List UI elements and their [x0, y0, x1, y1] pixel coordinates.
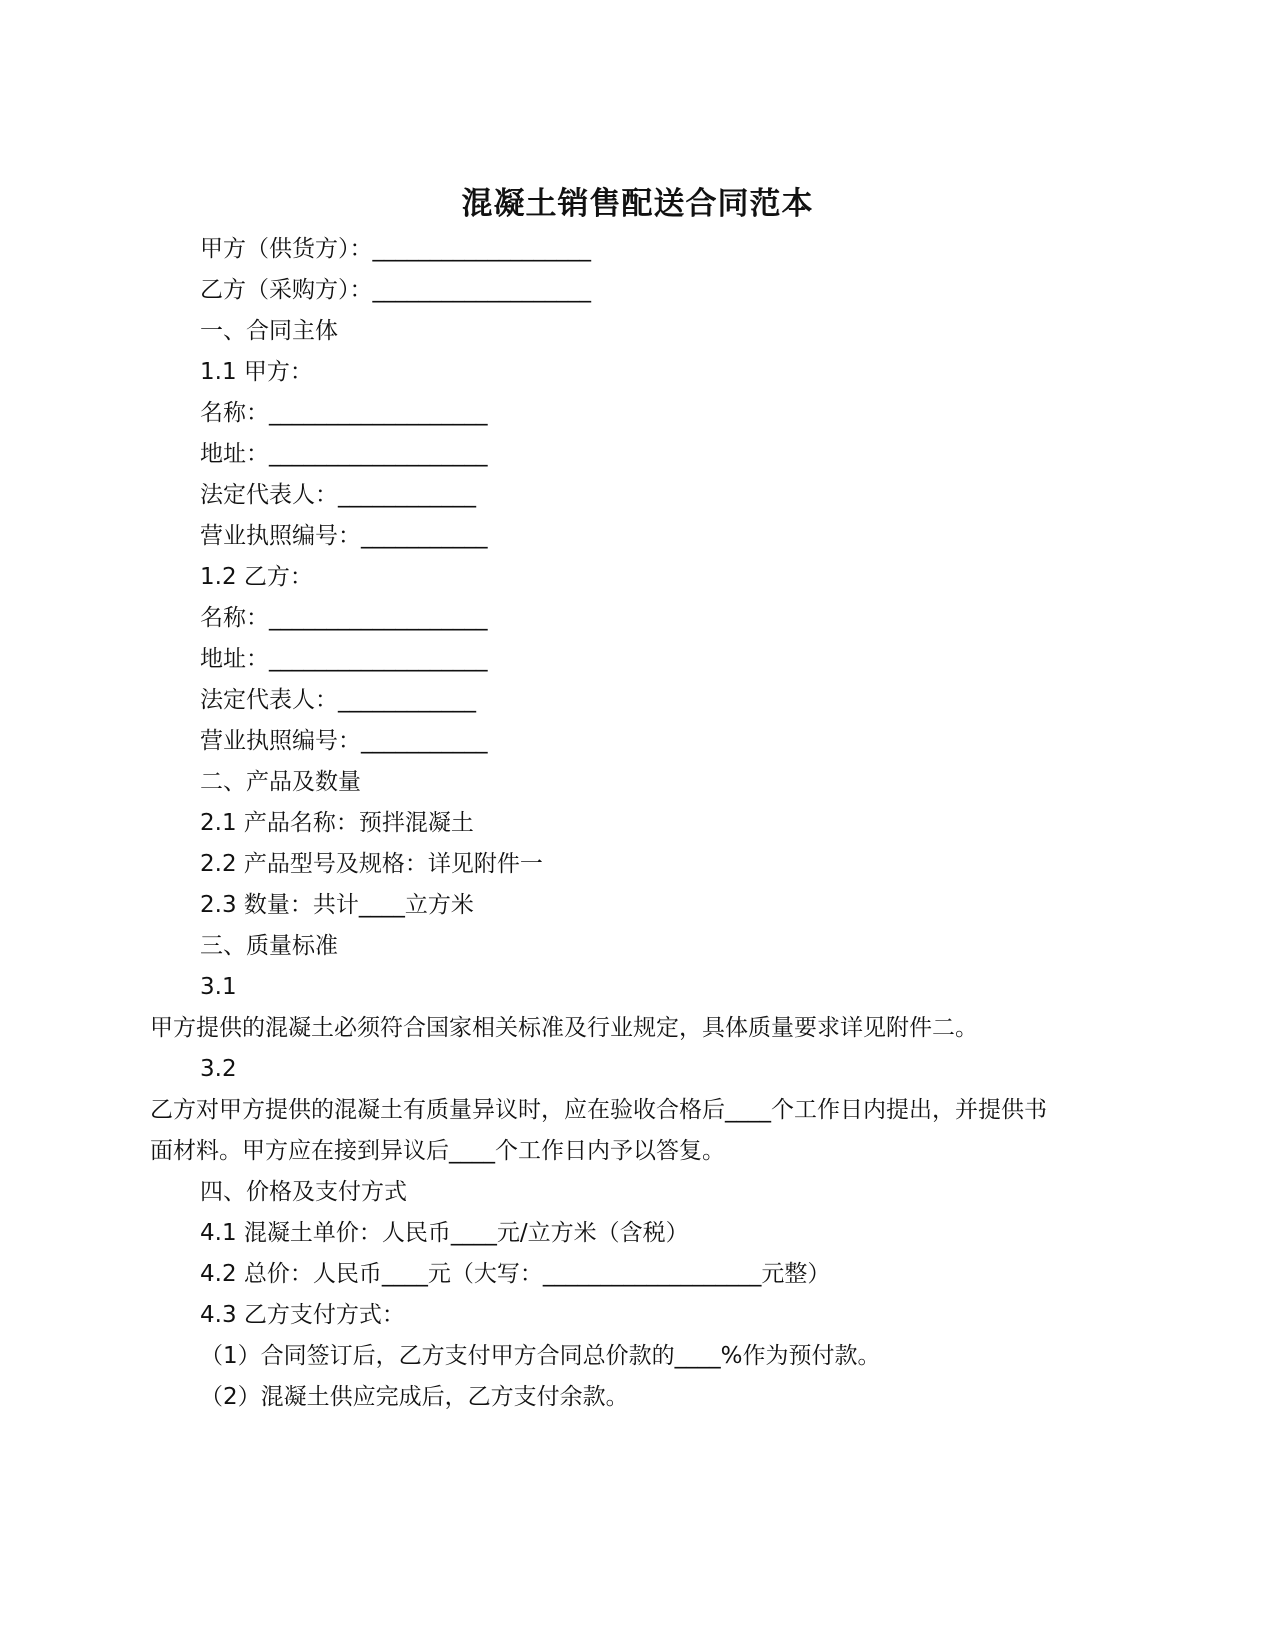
- party-a-legal-rep-field: 法定代表人：____________: [200, 482, 476, 508]
- payment-item-1: （1）合同签订后，乙方支付甲方合同总价款的____%作为预付款。: [200, 1343, 881, 1369]
- clause-4-1: 4.1 混凝土单价：人民币____元/立方米（含税）: [200, 1220, 689, 1246]
- clause-1-1: 1.1 甲方：: [200, 359, 313, 385]
- party-b-legal-rep-field: 法定代表人：____________: [200, 687, 476, 713]
- clause-3-2-text-line-2: 面材料。甲方应在接到异议后____个工作日内予以答复。: [150, 1138, 725, 1164]
- party-b-buyer-line: 乙方（采购方）：___________________: [200, 277, 591, 303]
- clause-2-3: 2.3 数量：共计____立方米: [200, 892, 474, 918]
- clause-3-2-number: 3.2: [200, 1056, 237, 1082]
- document-title: 混凝土销售配送合同范本: [461, 186, 814, 222]
- clause-3-2-text-line-1: 乙方对甲方提供的混凝土有质量异议时，应在验收合格后____个工作日内提出，并提供书: [150, 1097, 1047, 1123]
- party-a-name-field: 名称：___________________: [200, 400, 488, 426]
- party-a-license-field: 营业执照编号：___________: [200, 523, 488, 549]
- section-3-heading: 三、质量标准: [200, 933, 338, 959]
- section-1-heading: 一、合同主体: [200, 318, 338, 344]
- party-a-supplier-line: 甲方（供货方）：___________________: [200, 236, 591, 262]
- clause-3-1-text: 甲方提供的混凝土必须符合国家相关标准及行业规定，具体质量要求详见附件二。: [150, 1015, 978, 1041]
- payment-item-2: （2）混凝土供应完成后，乙方支付余款。: [200, 1384, 629, 1410]
- party-b-address-field: 地址：___________________: [200, 646, 488, 672]
- clause-2-1: 2.1 产品名称：预拌混凝土: [200, 810, 474, 836]
- party-b-name-field: 名称：___________________: [200, 605, 488, 631]
- clause-1-2: 1.2 乙方：: [200, 564, 313, 590]
- clause-2-2: 2.2 产品型号及规格：详见附件一: [200, 851, 543, 877]
- clause-4-2: 4.2 总价：人民币____元（大写：___________________元整）: [200, 1261, 831, 1287]
- section-2-heading: 二、产品及数量: [200, 769, 361, 795]
- party-b-license-field: 营业执照编号：___________: [200, 728, 488, 754]
- section-4-heading: 四、价格及支付方式: [200, 1179, 407, 1205]
- party-a-address-field: 地址：___________________: [200, 441, 488, 467]
- clause-4-3: 4.3 乙方支付方式：: [200, 1302, 405, 1328]
- clause-3-1-number: 3.1: [200, 974, 237, 1000]
